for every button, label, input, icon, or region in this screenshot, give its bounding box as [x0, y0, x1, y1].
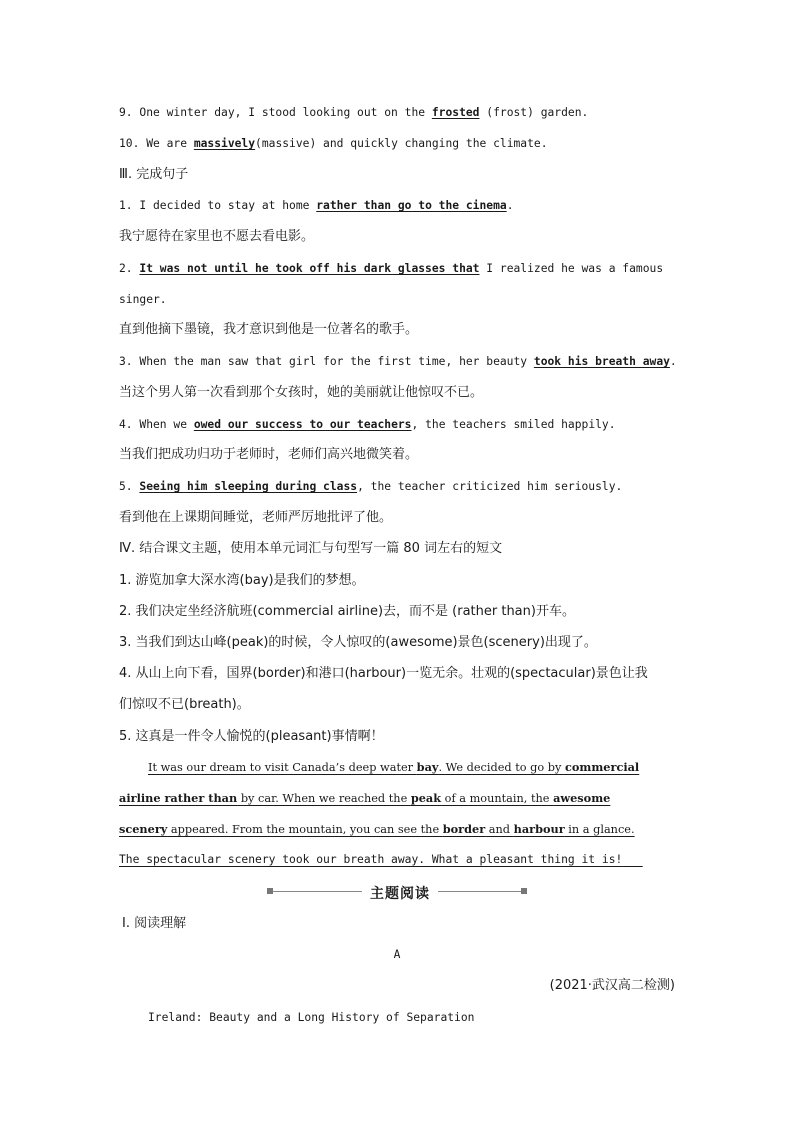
translation-3: 当这个男人第一次看到那个女孩时，她的美丽就让他惊叹不已。: [119, 385, 484, 400]
sentence-text: 2.: [119, 262, 140, 275]
essay-line-3: [119, 822, 675, 836]
sentence-1: [119, 198, 675, 214]
essay-text: in a glance.: [564, 823, 635, 836]
section-title: 主题阅读: [362, 883, 438, 903]
translation-4: 当我们把成功归功于老师时，老师们高兴地微笑着。: [119, 447, 419, 462]
question-text: (massive) and quickly changing the climate.: [255, 137, 548, 150]
sentence-text: .: [506, 199, 514, 212]
key-word: awesome: [553, 791, 611, 805]
answer: rather than go to the cinema: [316, 199, 507, 212]
answer: owed our success to our teachers: [193, 418, 412, 431]
sentence-text: 4. When we: [119, 418, 194, 431]
writing-point-3: 3. 当我们到达山峰(peak)的时候，令人惊叹的(awesome)景色(scenery)出现了。: [119, 635, 597, 650]
section-heading-writing: Ⅳ. 结合课文主题，使用本单元词汇与句型写一篇 80 词左右的短文: [119, 541, 503, 556]
sentence-text: I realized he was a famous: [479, 262, 664, 275]
answer: frosted: [431, 106, 480, 119]
section-heading-complete-sentences: Ⅲ. 完成句子: [119, 167, 189, 182]
question-10: [119, 136, 675, 152]
sentence-text: 5.: [119, 480, 140, 493]
reading-heading: Ⅰ. 阅读理解: [122, 916, 187, 931]
essay-line-4: [119, 853, 675, 866]
translation-2: 直到他摘下墨镜，我才意识到他是一位著名的歌手。: [119, 322, 419, 337]
key-word: peak: [410, 791, 442, 805]
sentence-5: [119, 479, 675, 495]
essay-text: It was our dream to visit Canada’s deep water: [148, 761, 417, 774]
question-text: (frost) garden.: [479, 106, 589, 119]
translation-1: 我宁愿待在家里也不愿去看电影。: [119, 229, 315, 244]
writing-point-4-continued: 们惊叹不已(breath)。: [119, 697, 250, 712]
key-word: border: [442, 822, 486, 836]
writing-point-4: 4. 从山上向下看，国界(border)和港口(harbour)一览无余。壮观的(spectacular)景色让我: [119, 666, 648, 681]
divider-cap-right: [521, 888, 527, 894]
essay-text: . We decided to go by: [438, 761, 565, 774]
question-text: 9. One winter day, I stood looking out on the: [119, 106, 432, 119]
key-word: bay: [416, 760, 439, 774]
key-word: harbour: [513, 822, 565, 836]
writing-point-2: 2. 我们决定坐经济航班(commercial airline)去，而不是 (rather than)开车。: [119, 604, 575, 619]
key-word: airline rather than: [119, 791, 238, 805]
sentence-text: , the teacher criticized him seriously.: [357, 480, 623, 493]
sentence-2: [119, 261, 675, 277]
essay-text: of a mountain, the: [441, 792, 554, 805]
sentence-text: .: [669, 355, 677, 368]
answer: took his breath away: [533, 355, 670, 368]
passage-title: Ireland: Beauty and a Long History of Separation: [148, 1011, 475, 1024]
passage-label: A: [393, 948, 401, 961]
sentence-text: , the teachers smiled happily.: [411, 418, 616, 431]
sentence-3: [119, 354, 675, 370]
key-word: commercial: [564, 760, 640, 774]
section-divider: [267, 883, 527, 901]
sentence-text: 1. I decided to stay at home: [119, 199, 317, 212]
essay-text: by car. When we reached the: [237, 792, 411, 805]
writing-point-5: 5. 这真是一件令人愉悦的(pleasant)事情啊！: [119, 729, 384, 744]
translation-5: 看到他在上课期间睡觉，老师严厉地批评了他。: [119, 510, 393, 525]
sentence-2-continued: singer.: [119, 293, 167, 306]
essay-text: appeared. From the mountain, you can see the: [167, 823, 443, 836]
answer: It was not until he took off his dark glasses that: [139, 262, 480, 275]
sentence-4: [119, 417, 675, 433]
essay-line-2: [119, 791, 675, 805]
answer: Seeing him sleeping during class: [139, 480, 358, 493]
essay-line-1: [148, 760, 675, 774]
essay-text: and: [485, 823, 514, 836]
passage-source: (2021·武汉高二检测): [549, 978, 675, 993]
sentence-text: 3. When the man saw that girl for the first time, her beauty: [119, 355, 534, 368]
key-word: scenery: [119, 822, 168, 836]
answer: massively: [193, 137, 256, 150]
question-text: 10. We are: [119, 137, 194, 150]
question-9: [119, 105, 675, 121]
essay-text: The spectacular scenery took our breath away. What a pleasant thing it is!: [119, 853, 623, 866]
writing-point-1: 1. 游览加拿大深水湾(bay)是我们的梦想。: [119, 573, 365, 588]
